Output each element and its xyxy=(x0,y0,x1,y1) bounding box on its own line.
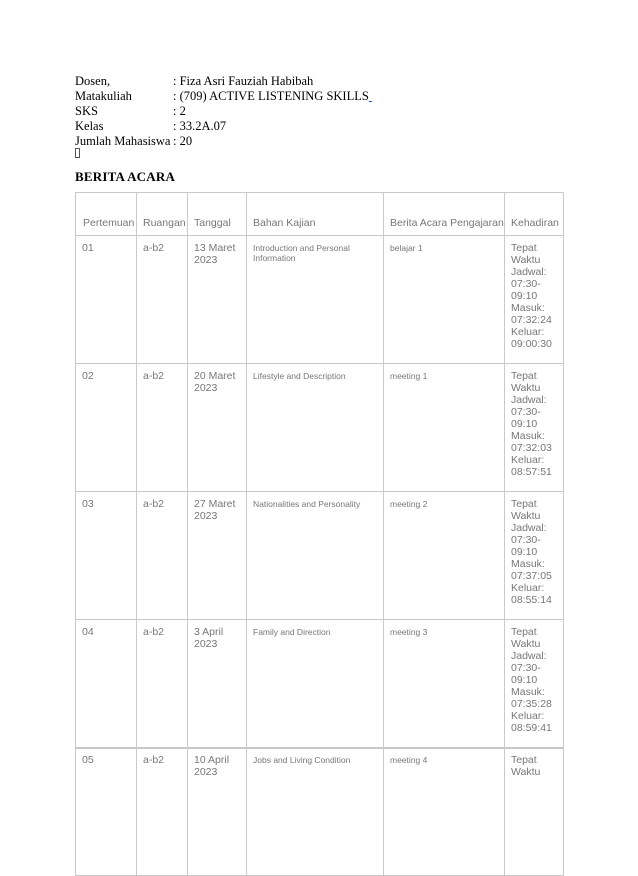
header-kehadiran: Kehadiran xyxy=(505,193,564,236)
cell-pertemuan: 01 xyxy=(76,236,137,364)
jumlah-value: : 20 xyxy=(173,134,193,148)
cell-pertemuan: 02 xyxy=(76,364,137,492)
cell-bahan-kajian: Nationalities and Personality xyxy=(247,492,384,620)
matakuliah-underline-trail xyxy=(369,89,372,103)
info-row-jumlah xyxy=(75,134,372,149)
cell-kehadiran: Tepat Waktu xyxy=(505,748,564,876)
cell-berita-acara: meeting 2 xyxy=(384,492,505,620)
dosen-label: Dosen, xyxy=(75,74,111,88)
header-tanggal: Tanggal xyxy=(188,193,247,236)
cell-ruangan: a-b2 xyxy=(137,748,188,876)
info-row-sks xyxy=(75,104,372,119)
cell-berita-acara: meeting 1 xyxy=(384,364,505,492)
table-row xyxy=(76,748,564,876)
cell-pertemuan: 04 xyxy=(76,620,137,748)
cell-kehadiran: Tepat Waktu Jadwal: 07:30-09:10 Masuk: 07:32:03 Keluar: 08:57:51 xyxy=(505,364,564,492)
table-row xyxy=(76,492,564,620)
cell-bahan-kajian: Family and Direction xyxy=(247,620,384,748)
cell-tanggal: 10 April 2023 xyxy=(188,748,247,876)
sks-label: SKS xyxy=(75,104,98,118)
cell-bahan-kajian: Introduction and Personal Information xyxy=(247,236,384,364)
header-berita-acara: Berita Acara Pengajaran xyxy=(384,193,505,236)
dosen-value: : Fiza Asri Fauziah Habibah xyxy=(173,74,314,88)
table-bottom-border xyxy=(75,748,563,749)
table-header-row xyxy=(76,193,564,236)
cell-ruangan: a-b2 xyxy=(137,364,188,492)
cell-ruangan: a-b2 xyxy=(137,620,188,748)
cell-tanggal: 27 Maret 2023 xyxy=(188,492,247,620)
matakuliah-label: Matakuliah xyxy=(75,89,132,103)
cell-berita-acara: meeting 3 xyxy=(384,620,505,748)
kelas-value: : 33.2A.07 xyxy=(173,119,227,133)
cell-ruangan: a-b2 xyxy=(137,236,188,364)
header-ruangan: Ruangan xyxy=(137,193,188,236)
cell-pertemuan: 03 xyxy=(76,492,137,620)
kelas-label: Kelas xyxy=(75,119,104,133)
cell-tanggal: 3 April 2023 xyxy=(188,620,247,748)
cell-kehadiran: Tepat Waktu Jadwal: 07:30-09:10 Masuk: 07:35:28 Keluar: 08:59:41 xyxy=(505,620,564,748)
course-info xyxy=(75,74,372,149)
jumlah-label: Jumlah Mahasiswa xyxy=(75,134,171,148)
table-row xyxy=(76,236,564,364)
table-row xyxy=(76,364,564,492)
berita-acara-table-container xyxy=(75,192,563,778)
berita-acara-table xyxy=(75,192,564,876)
info-row-dosen xyxy=(75,74,372,89)
cell-bahan-kajian: Lifestyle and Description xyxy=(247,364,384,492)
header-bahan-kajian: Bahan Kajian xyxy=(247,193,384,236)
cell-berita-acara: meeting 4 xyxy=(384,748,505,876)
cell-pertemuan: 05 xyxy=(76,748,137,876)
cell-tanggal: 20 Maret 2023 xyxy=(188,364,247,492)
missing-glyph-icon xyxy=(75,148,80,158)
cell-kehadiran: Tepat Waktu Jadwal: 07:30-09:10 Masuk: 07:37:05 Keluar: 08:55:14 xyxy=(505,492,564,620)
cell-bahan-kajian: Jobs and Living Condition xyxy=(247,748,384,876)
cell-tanggal: 13 Maret 2023 xyxy=(188,236,247,364)
matakuliah-value: : (709) ACTIVE LISTENING SKILLS xyxy=(173,89,369,103)
sks-value: : 2 xyxy=(173,104,186,118)
header-pertemuan: Pertemuan xyxy=(76,193,137,236)
cell-ruangan: a-b2 xyxy=(137,492,188,620)
cell-kehadiran: Tepat Waktu Jadwal: 07:30-09:10 Masuk: 07:32:24 Keluar: 09:00:30 xyxy=(505,236,564,364)
section-title: BERITA ACARA xyxy=(75,169,176,184)
info-row-matakuliah xyxy=(75,89,372,104)
table-row xyxy=(76,620,564,748)
info-row-kelas xyxy=(75,119,372,134)
cell-berita-acara: belajar 1 xyxy=(384,236,505,364)
